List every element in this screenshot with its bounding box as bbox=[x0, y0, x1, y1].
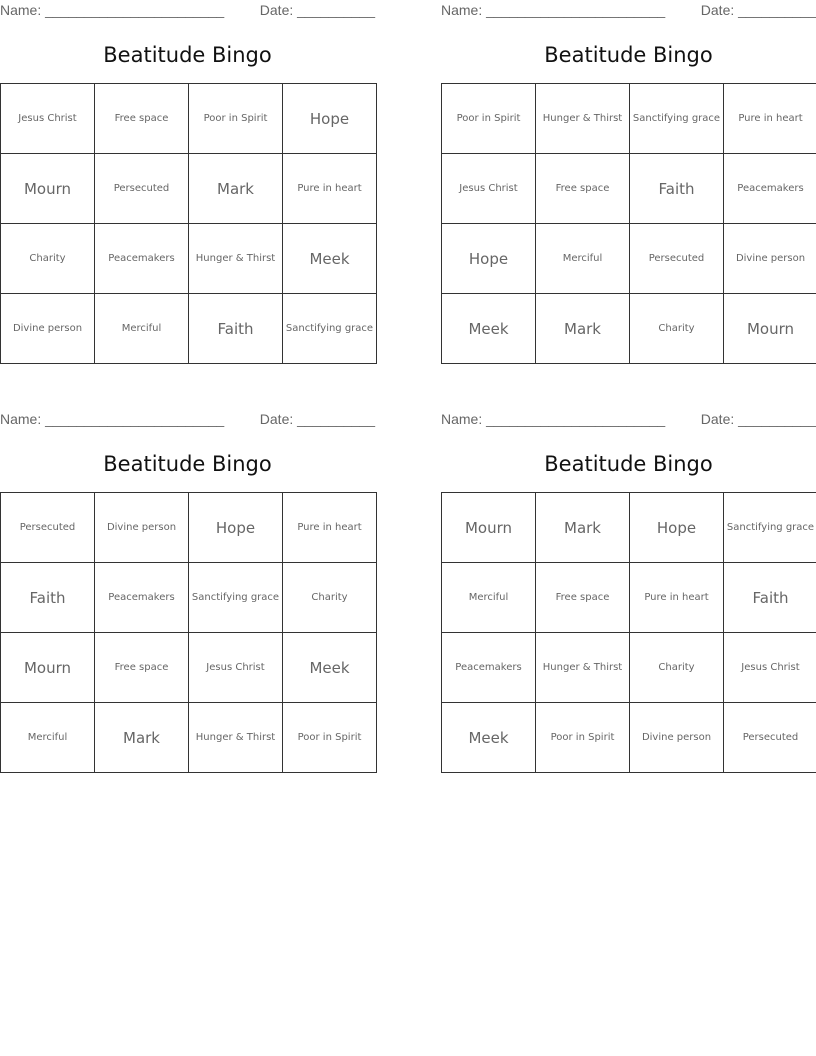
card-header bbox=[0, 411, 375, 429]
grid-row bbox=[442, 224, 816, 294]
card-title: Beatitude Bingo bbox=[103, 43, 272, 67]
grid-cell[interactable]: Faith bbox=[1, 563, 95, 633]
grid-cell[interactable]: Hope bbox=[189, 493, 283, 563]
grid-cell[interactable]: Mark bbox=[189, 154, 283, 224]
grid-cell[interactable]: Hunger & Thirst bbox=[536, 84, 630, 154]
grid-cell[interactable]: Merciful bbox=[1, 703, 95, 773]
grid-cell[interactable]: Meek bbox=[442, 703, 536, 773]
grid-cell[interactable]: Divine person bbox=[724, 224, 816, 294]
grid-cell[interactable]: Jesus Christ bbox=[1, 84, 95, 154]
grid-cell[interactable]: Mourn bbox=[724, 294, 816, 364]
grid-cell[interactable]: Faith bbox=[189, 294, 283, 364]
grid-row bbox=[1, 84, 377, 154]
grid-cell[interactable]: Poor in Spirit bbox=[283, 703, 377, 773]
grid-cell[interactable]: Peacemakers bbox=[442, 633, 536, 703]
grid-cell[interactable]: Charity bbox=[1, 224, 95, 294]
name-field[interactable]: Name: _______________________ bbox=[441, 411, 666, 427]
bingo-grid bbox=[441, 492, 816, 773]
card-title: Beatitude Bingo bbox=[544, 452, 713, 476]
grid-cell[interactable]: Hunger & Thirst bbox=[189, 703, 283, 773]
grid-cell[interactable]: Hunger & Thirst bbox=[189, 224, 283, 294]
grid-cell[interactable]: Divine person bbox=[1, 294, 95, 364]
grid-row bbox=[1, 154, 377, 224]
grid-row bbox=[442, 563, 816, 633]
grid-cell[interactable]: Free space bbox=[95, 84, 189, 154]
grid-row bbox=[1, 563, 377, 633]
bingo-grid bbox=[441, 83, 816, 364]
grid-cell[interactable]: Faith bbox=[630, 154, 724, 224]
card-header bbox=[441, 2, 816, 20]
grid-cell[interactable]: Peacemakers bbox=[95, 224, 189, 294]
grid-cell[interactable]: Meek bbox=[283, 633, 377, 703]
bingo-card-1 bbox=[0, 0, 375, 338]
bingo-card-4 bbox=[441, 409, 816, 747]
name-field[interactable]: Name: _______________________ bbox=[441, 2, 666, 18]
grid-cell[interactable]: Mark bbox=[536, 294, 630, 364]
grid-row bbox=[442, 703, 816, 773]
grid-row bbox=[1, 224, 377, 294]
grid-row bbox=[442, 154, 816, 224]
grid-cell[interactable]: Sanctifying grace bbox=[189, 563, 283, 633]
grid-cell[interactable]: Hope bbox=[283, 84, 377, 154]
grid-cell[interactable]: Meek bbox=[283, 224, 377, 294]
grid-cell[interactable]: Free space bbox=[95, 633, 189, 703]
grid-row bbox=[1, 493, 377, 563]
grid-cell[interactable]: Jesus Christ bbox=[442, 154, 536, 224]
bingo-grid bbox=[0, 83, 377, 364]
date-field[interactable]: Date: __________ bbox=[259, 2, 375, 18]
grid-cell[interactable]: Pure in heart bbox=[630, 563, 724, 633]
grid-cell[interactable]: Charity bbox=[630, 294, 724, 364]
name-field[interactable]: Name: _______________________ bbox=[0, 411, 225, 427]
grid-cell[interactable]: Merciful bbox=[442, 563, 536, 633]
grid-cell[interactable]: Persecuted bbox=[1, 493, 95, 563]
card-header bbox=[0, 2, 375, 20]
grid-cell[interactable]: Poor in Spirit bbox=[189, 84, 283, 154]
grid-row bbox=[442, 493, 816, 563]
grid-cell[interactable]: Poor in Spirit bbox=[442, 84, 536, 154]
grid-cell[interactable]: Divine person bbox=[95, 493, 189, 563]
card-title: Beatitude Bingo bbox=[103, 452, 272, 476]
grid-cell[interactable]: Mark bbox=[536, 493, 630, 563]
date-field[interactable]: Date: __________ bbox=[259, 411, 375, 427]
name-field[interactable]: Name: _______________________ bbox=[0, 2, 225, 18]
grid-cell[interactable]: Hope bbox=[630, 493, 724, 563]
grid-cell[interactable]: Faith bbox=[724, 563, 816, 633]
grid-cell[interactable]: Pure in heart bbox=[283, 493, 377, 563]
date-field[interactable]: Date: __________ bbox=[700, 2, 816, 18]
grid-cell[interactable]: Peacemakers bbox=[724, 154, 816, 224]
date-field[interactable]: Date: __________ bbox=[700, 411, 816, 427]
grid-cell[interactable]: Peacemakers bbox=[95, 563, 189, 633]
grid-row bbox=[1, 633, 377, 703]
grid-cell[interactable]: Mourn bbox=[1, 633, 95, 703]
grid-cell[interactable]: Pure in heart bbox=[283, 154, 377, 224]
grid-row bbox=[442, 294, 816, 364]
grid-cell[interactable]: Sanctifying grace bbox=[724, 493, 816, 563]
grid-row bbox=[442, 84, 816, 154]
grid-cell[interactable]: Free space bbox=[536, 154, 630, 224]
grid-cell[interactable]: Sanctifying grace bbox=[283, 294, 377, 364]
grid-cell[interactable]: Persecuted bbox=[95, 154, 189, 224]
grid-cell[interactable]: Mourn bbox=[1, 154, 95, 224]
grid-row bbox=[1, 703, 377, 773]
grid-cell[interactable]: Mark bbox=[95, 703, 189, 773]
grid-cell[interactable]: Merciful bbox=[95, 294, 189, 364]
grid-cell[interactable]: Divine person bbox=[630, 703, 724, 773]
grid-cell[interactable]: Persecuted bbox=[630, 224, 724, 294]
bingo-grid bbox=[0, 492, 377, 773]
grid-cell[interactable]: Jesus Christ bbox=[189, 633, 283, 703]
card-header bbox=[441, 411, 816, 429]
grid-cell[interactable]: Free space bbox=[536, 563, 630, 633]
grid-cell[interactable]: Meek bbox=[442, 294, 536, 364]
grid-cell[interactable]: Sanctifying grace bbox=[630, 84, 724, 154]
grid-cell[interactable]: Poor in Spirit bbox=[536, 703, 630, 773]
grid-cell[interactable]: Hope bbox=[442, 224, 536, 294]
grid-cell[interactable]: Pure in heart bbox=[724, 84, 816, 154]
grid-cell[interactable]: Persecuted bbox=[724, 703, 816, 773]
grid-cell[interactable]: Hunger & Thirst bbox=[536, 633, 630, 703]
grid-row bbox=[1, 294, 377, 364]
grid-cell[interactable]: Charity bbox=[630, 633, 724, 703]
bingo-card-2 bbox=[441, 0, 816, 338]
grid-cell[interactable]: Mourn bbox=[442, 493, 536, 563]
grid-cell[interactable]: Jesus Christ bbox=[724, 633, 816, 703]
grid-row bbox=[442, 633, 816, 703]
bingo-card-3 bbox=[0, 409, 375, 747]
grid-cell[interactable]: Merciful bbox=[536, 224, 630, 294]
grid-cell[interactable]: Charity bbox=[283, 563, 377, 633]
card-title: Beatitude Bingo bbox=[544, 43, 713, 67]
